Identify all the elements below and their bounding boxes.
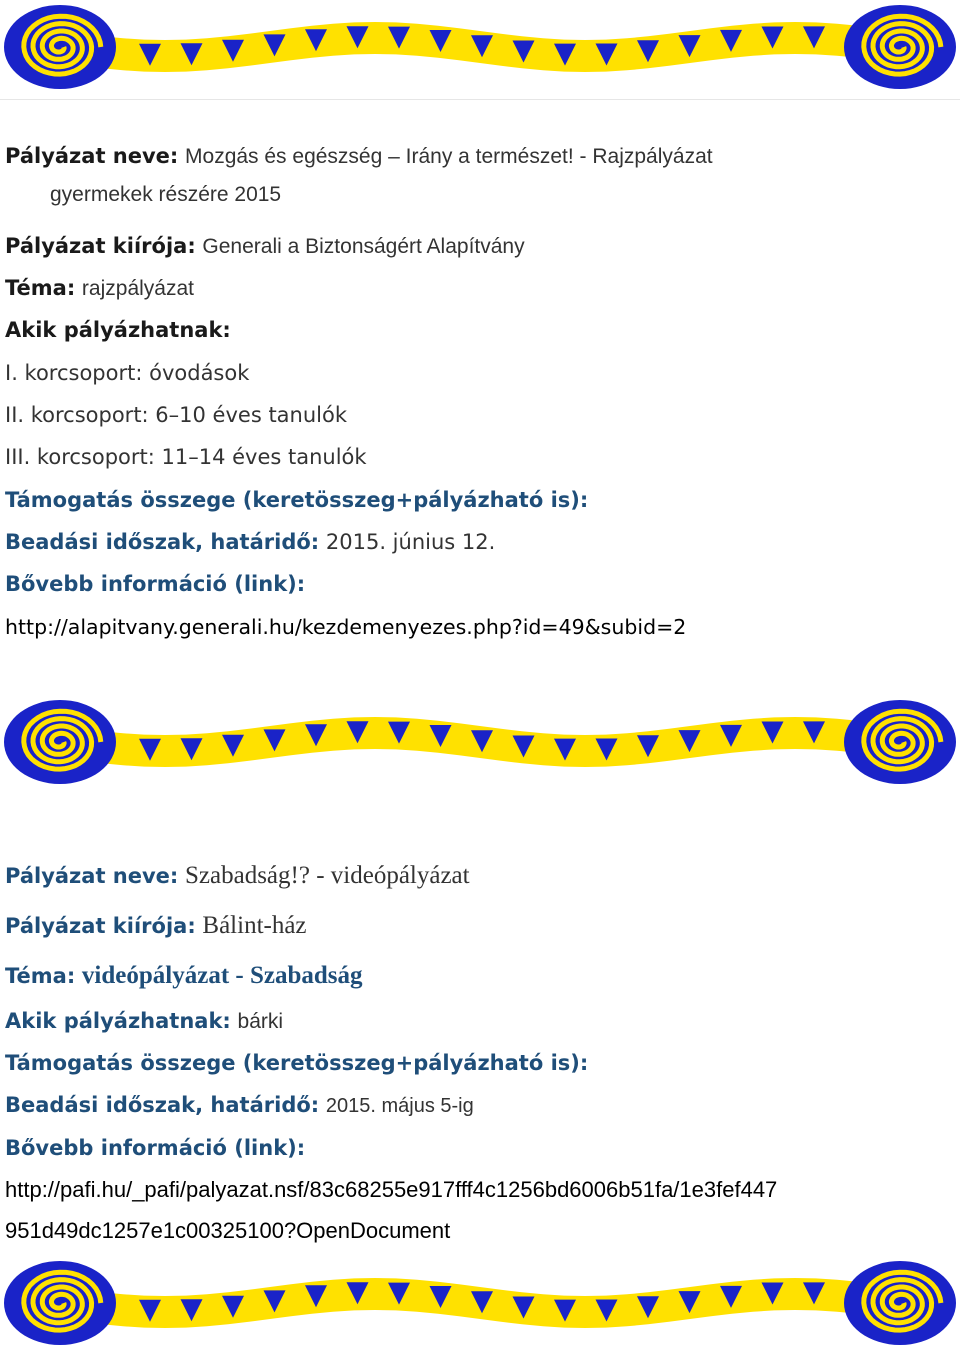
entry2-topic-value: videópályázat - Szabadság [81,962,363,989]
entry2-deadline-line [5,1091,474,1120]
entry1-eligible-label: Akik pályázhatnak: [5,318,231,342]
entry1-deadline-value: 2015. június 12. [325,530,496,554]
entry2-eligible-value: bárki [237,1010,284,1033]
entry2-topic-label: Téma: [5,964,76,988]
entry1-issuer-line [5,232,525,261]
entry1-eligible-line [5,316,231,344]
entry1-topic-label: Téma: [5,276,76,300]
header-divider [0,99,960,100]
entry1-name-continued [50,180,281,209]
entry2-name-line [5,862,470,890]
entry2-eligible-line [5,1007,283,1036]
entry2-topic-line [5,962,363,990]
spiral-banner-top [0,2,960,92]
entry1-group-3: III. korcsoport: 11–14 éves tanulók [5,445,367,469]
entry1-amount-label: Támogatás összege (keretösszeg+pályázható is): [5,488,589,512]
entry2-eligible-label: Akik pályázhatnak: [5,1009,231,1033]
spiral-banner-middle [0,697,960,787]
entry1-url-link[interactable]: http://alapitvany.generali.hu/kezdemenyezes.php?id=49&subid=2 [5,615,687,639]
entry1-name-line [5,142,713,171]
entry1-issuer-value: Generali a Biztonságért Alapítvány [202,235,525,258]
entry2-deadline-label: Beadási időszak, határidő: [5,1093,320,1117]
entry1-amount-line [5,486,588,514]
entry1-name-label: Pályázat neve: [5,144,179,168]
entry2-issuer-line [5,912,307,940]
entry2-amount-label: Támogatás összege (keretösszeg+pályázható is): [5,1051,589,1075]
entry1-deadline-label: Beadási időszak, határidő: [5,530,320,554]
spiral-banner-bottom [0,1258,960,1348]
entry1-group-1: I. korcsoport: óvodások [5,361,250,385]
entry2-amount-line [5,1049,588,1077]
entry2-deadline-value: 2015. május 5-ig [325,1095,474,1117]
entry2-issuer-value: Bálint-ház [202,912,307,939]
entry1-more-line [5,570,305,598]
entry2-more-line [5,1134,305,1162]
entry1-issuer-label: Pályázat kiírója: [5,234,196,258]
entry1-deadline-line [5,528,495,556]
entry1-name-value: Mozgás és egészség – Irány a természet! - Rajzpályázat [185,145,713,168]
entry2-url-link-continued[interactable]: 951d49dc1257e1c00325100?OpenDocument [5,1218,451,1243]
entry1-group-2: II. korcsoport: 6–10 éves tanulók [5,403,348,427]
entry2-more-label: Bővebb információ (link): [5,1136,306,1160]
entry1-topic-line [5,274,194,303]
entry1-topic-value: rajzpályázat [81,277,194,300]
entry2-url-link[interactable]: http://pafi.hu/_pafi/palyazat.nsf/83c68255e917fff4c1256bd6006b51fa/1e3fef447 [5,1177,778,1202]
entry2-name-value: Szabadság!? - videópályázat [185,862,470,889]
entry2-issuer-label: Pályázat kiírója: [5,914,196,938]
entry1-more-label: Bővebb információ (link): [5,572,306,596]
entry2-name-label: Pályázat neve: [5,864,179,888]
entry1-name-value-2: gyermekek részére 2015 [50,183,282,206]
